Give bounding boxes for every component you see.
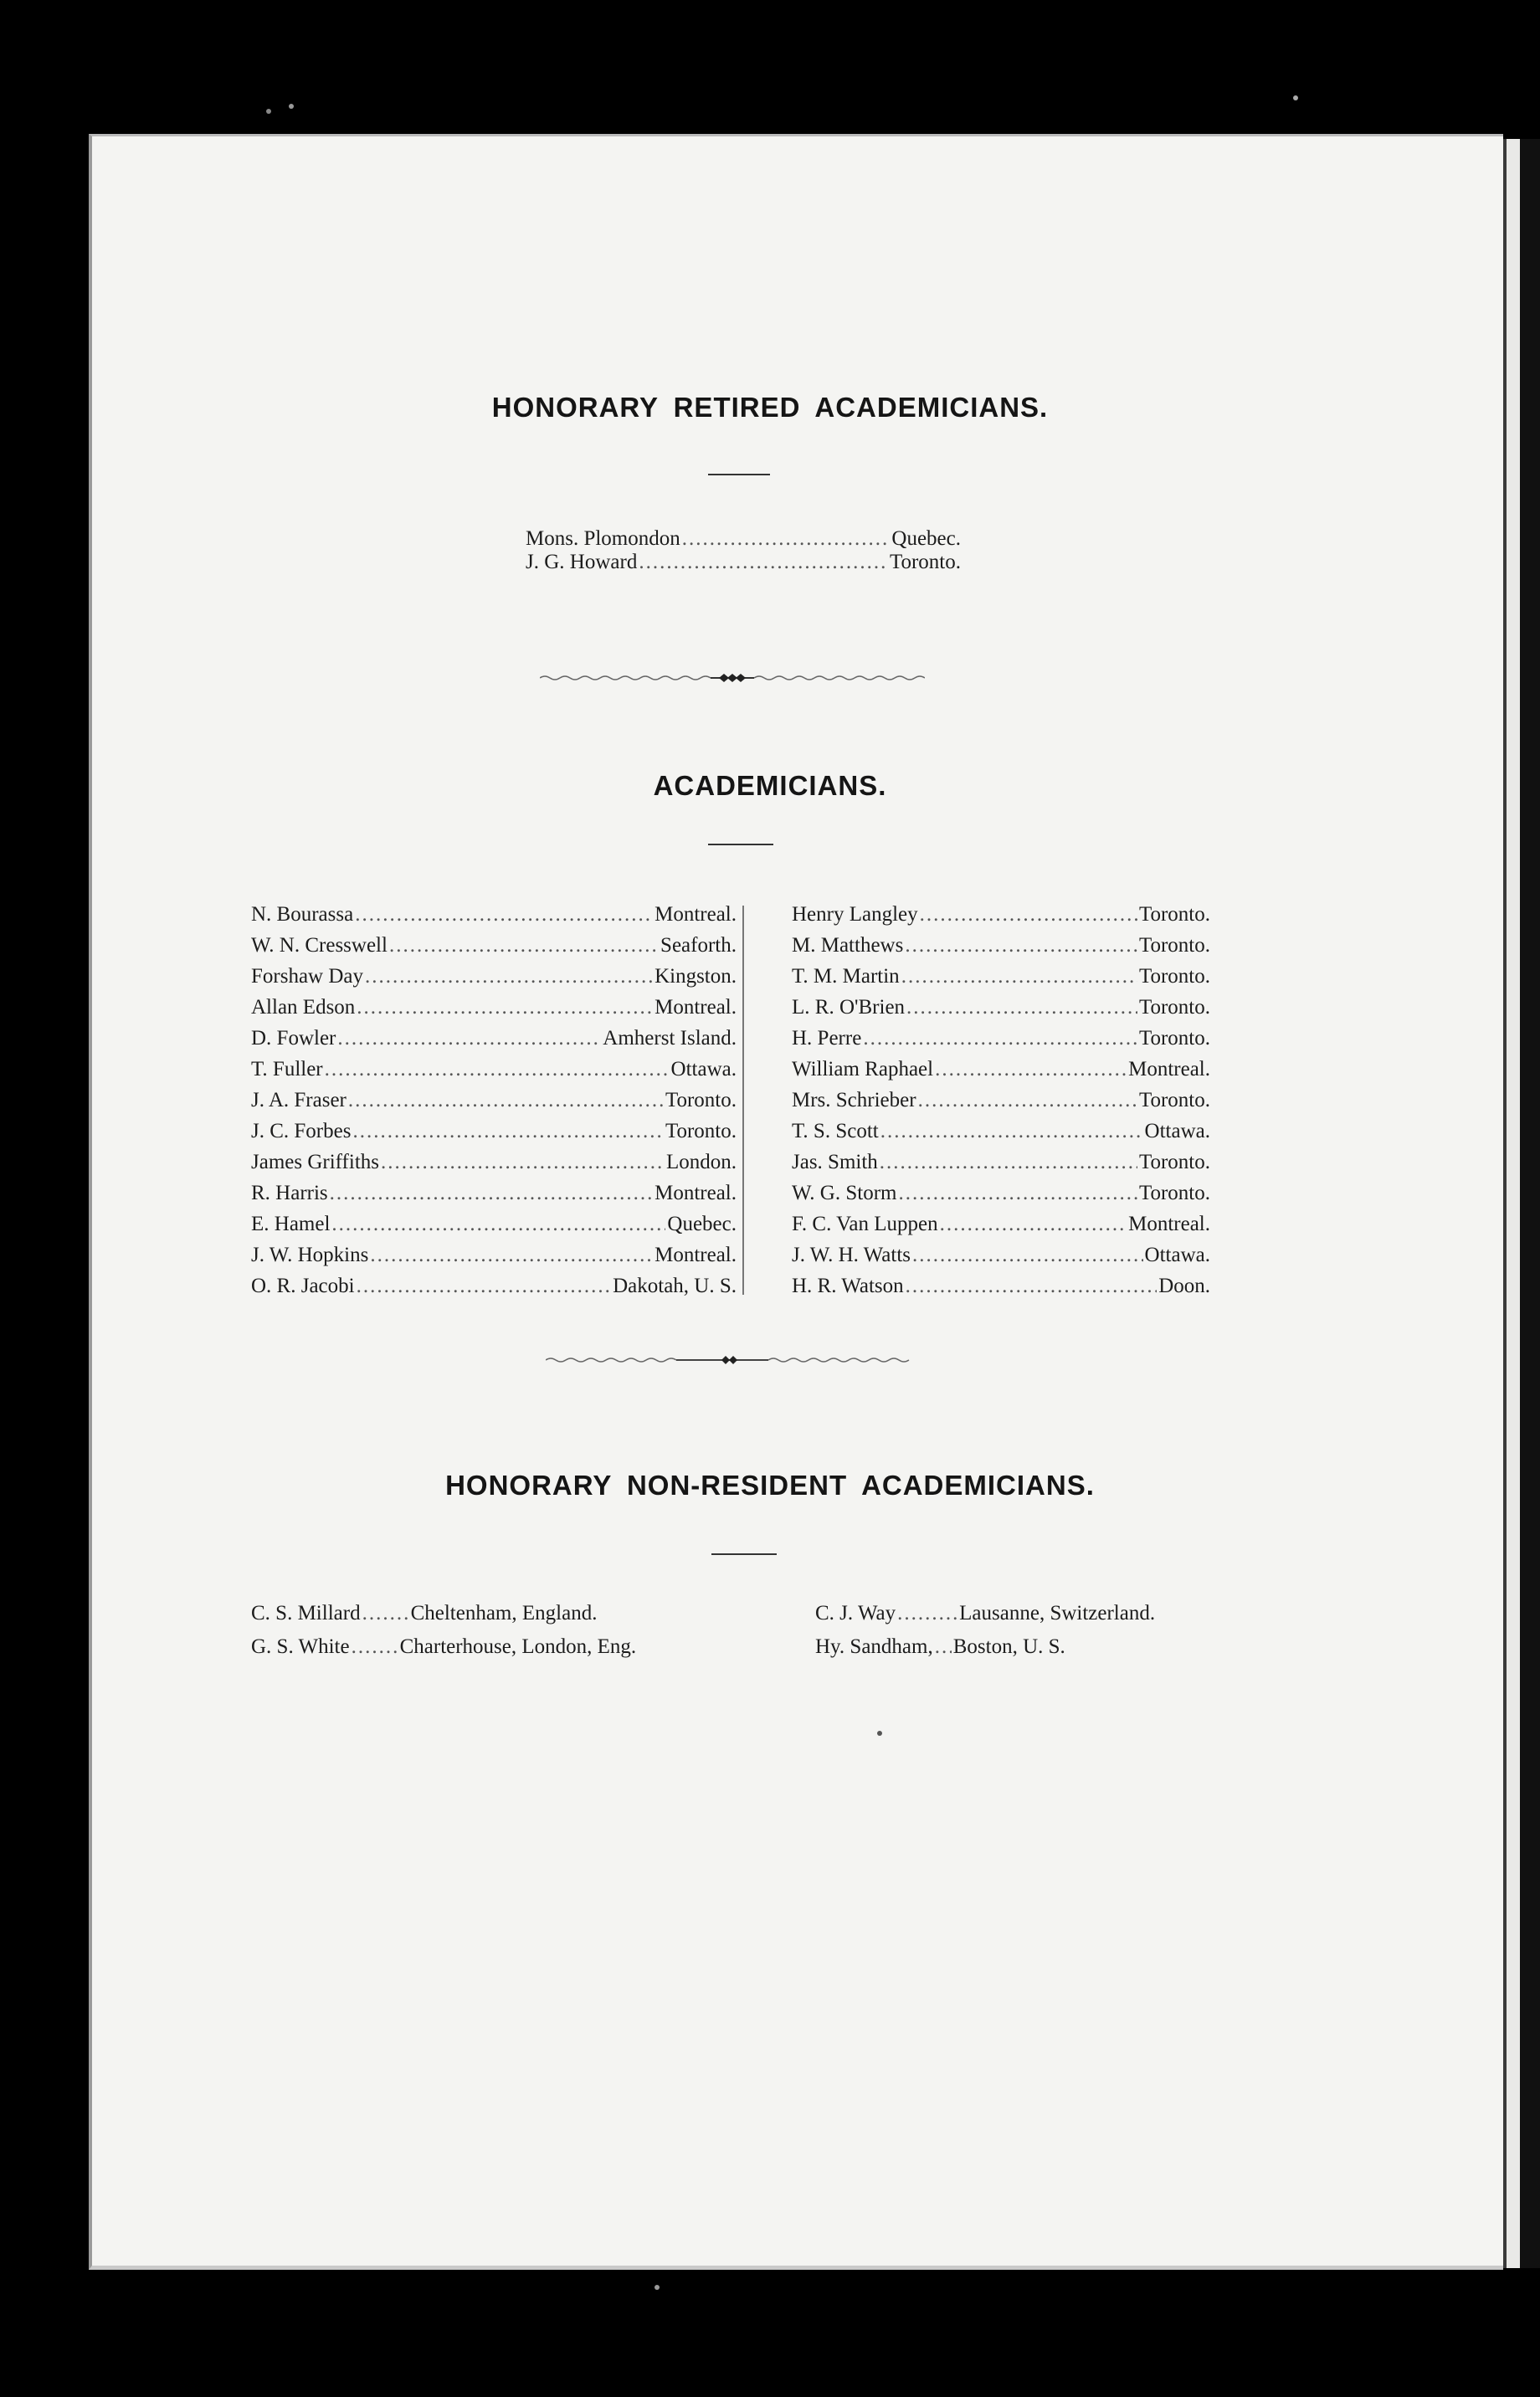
member-place: Dakotah, U. S.: [613, 1275, 737, 1297]
list-item: [792, 1085, 1210, 1116]
member-name: C. J. Way: [815, 1602, 896, 1625]
member-name: G. S. White: [251, 1635, 350, 1658]
member-name: L. R. O'Brien: [792, 996, 906, 1019]
member-name: H. Perre: [792, 1027, 862, 1050]
academicians-rule: [708, 844, 773, 845]
list-item: [792, 1116, 1210, 1147]
member-place: Toronto.: [1138, 1027, 1210, 1050]
member-name: O. R. Jacobi: [251, 1275, 355, 1297]
dot-leader: [897, 1597, 957, 1630]
list-item: [526, 527, 961, 551]
list-item: [251, 992, 737, 1023]
list-item: [815, 1597, 1250, 1630]
dot-leader: [381, 1147, 665, 1178]
retired-rule: [708, 474, 770, 475]
list-item: [792, 1147, 1210, 1178]
member-name: Jas. Smith: [792, 1151, 878, 1173]
academicians-heading: ACADEMICIANS.: [653, 770, 887, 801]
member-name: Mons. Plomondon: [526, 527, 680, 550]
dot-leader: [357, 1270, 611, 1301]
list-item: [251, 899, 737, 930]
non-resident-right-list: [815, 1597, 1250, 1664]
member-name: J. W. H. Watts: [792, 1244, 911, 1266]
list-item: [792, 930, 1210, 961]
member-place: Toronto.: [1138, 965, 1210, 988]
member-name: N. Bourassa: [251, 903, 354, 926]
list-item: [251, 1240, 737, 1270]
member-place: Doon.: [1158, 1275, 1210, 1297]
dot-leader: [325, 1054, 670, 1085]
non-resident-rule: [711, 1553, 777, 1555]
list-item: [251, 1270, 737, 1301]
member-place: Ottawa.: [1144, 1244, 1210, 1266]
member-name: J. C. Forbes: [251, 1120, 352, 1142]
dot-leader: [389, 930, 659, 961]
member-name: T. S. Scott: [792, 1120, 879, 1142]
member-place: Ottawa.: [1144, 1120, 1210, 1142]
list-item: [251, 1178, 737, 1209]
member-place: Ottawa.: [670, 1058, 737, 1080]
list-item: [792, 1178, 1210, 1209]
member-place: Quebec.: [667, 1213, 737, 1235]
dot-leader: [331, 1209, 665, 1240]
member-name: J. A. Fraser: [251, 1089, 346, 1111]
dot-leader: [355, 899, 653, 930]
dot-leader: [337, 1023, 601, 1054]
member-place: Amherst Island.: [603, 1027, 737, 1050]
dot-leader: [362, 1597, 409, 1630]
member-place: London.: [665, 1151, 737, 1173]
member-place: Montreal.: [1128, 1213, 1210, 1235]
member-name: W. N. Cresswell: [251, 934, 388, 957]
scan-background-edge: [1520, 139, 1540, 2268]
member-place: Kingston.: [654, 965, 737, 988]
member-name: W. G. Storm: [792, 1182, 897, 1204]
member-place: Seaforth.: [660, 934, 737, 957]
dot-leader: [935, 1054, 1127, 1085]
list-item: [792, 992, 1210, 1023]
member-name: C. S. Millard: [251, 1602, 361, 1625]
member-place: Boston, U. S.: [952, 1635, 1065, 1658]
list-item: [815, 1630, 1250, 1664]
dot-leader: [365, 961, 653, 992]
dot-leader: [912, 1240, 1143, 1270]
academicians-left-list: [251, 899, 737, 1301]
dot-leader: [880, 1116, 1143, 1147]
member-name: J. W. Hopkins: [251, 1244, 369, 1266]
member-name: William Raphael: [792, 1058, 934, 1080]
scan-speck: [1293, 95, 1298, 100]
dot-leader: [901, 961, 1137, 992]
member-place: Quebec.: [891, 527, 961, 550]
dot-leader: [330, 1178, 653, 1209]
non-resident-heading: HONORARY NON-RESIDENT ACADEMICIANS.: [445, 1470, 1095, 1501]
member-place: Toronto.: [1138, 903, 1210, 926]
dot-leader: [906, 1270, 1158, 1301]
retired-heading: HONORARY RETIRED ACADEMICIANS.: [491, 392, 1049, 423]
list-item: [251, 1597, 670, 1630]
member-name: D. Fowler: [251, 1027, 336, 1050]
dot-leader: [935, 1630, 952, 1664]
list-item: [251, 1085, 737, 1116]
list-item: [251, 1147, 737, 1178]
scan-speck: [877, 1731, 882, 1736]
member-place: Toronto.: [889, 551, 961, 573]
member-name: Allan Edson: [251, 996, 356, 1019]
list-item: [792, 899, 1210, 930]
list-item: [251, 961, 737, 992]
member-place: Toronto.: [1138, 1089, 1210, 1111]
list-item: [251, 930, 737, 961]
member-place: Montreal.: [654, 903, 737, 926]
list-item: [251, 1630, 737, 1664]
member-name: James Griffiths: [251, 1151, 379, 1173]
dot-leader: [357, 992, 653, 1023]
scan-speck: [266, 109, 271, 114]
member-place: Toronto.: [1138, 1182, 1210, 1204]
scan-speck: [289, 104, 294, 109]
member-name: Mrs. Schrieber: [792, 1089, 916, 1111]
list-item: [251, 1116, 737, 1147]
list-item: [526, 551, 961, 574]
member-name: Forshaw Day: [251, 965, 364, 988]
list-item: [792, 961, 1210, 992]
member-name: M. Matthews: [792, 934, 904, 957]
member-name: E. Hamel: [251, 1213, 331, 1235]
dot-leader: [880, 1147, 1137, 1178]
member-name: T. M. Martin: [792, 965, 900, 988]
list-item: [792, 1023, 1210, 1054]
dot-leader: [863, 1023, 1137, 1054]
dot-leader: [906, 992, 1137, 1023]
member-place: Cheltenham, England.: [410, 1602, 598, 1625]
member-place: Toronto.: [665, 1089, 737, 1111]
list-item: [251, 1023, 737, 1054]
member-place: Montreal.: [654, 1182, 737, 1204]
academicians-right-list: [792, 899, 1210, 1301]
list-item: [251, 1054, 737, 1085]
dot-leader: [682, 527, 891, 551]
member-place: Toronto.: [665, 1120, 737, 1142]
member-place: Montreal.: [654, 996, 737, 1019]
retired-list: [526, 527, 961, 574]
member-place: Lausanne, Switzerland.: [959, 1602, 1156, 1625]
ornament-divider: [546, 1353, 914, 1367]
scan-speck: [654, 2285, 660, 2290]
dot-leader: [920, 899, 1137, 930]
dot-leader: [905, 930, 1137, 961]
ornament-divider: [540, 671, 925, 685]
dot-leader: [918, 1085, 1137, 1116]
member-place: Charterhouse, London, Eng.: [399, 1635, 637, 1658]
list-item: [792, 1209, 1210, 1240]
dot-leader: [898, 1178, 1137, 1209]
member-place: Montreal.: [1128, 1058, 1210, 1080]
member-name: T. Fuller: [251, 1058, 323, 1080]
member-place: Toronto.: [1138, 996, 1210, 1019]
list-item: [792, 1240, 1210, 1270]
dot-leader: [370, 1240, 653, 1270]
member-name: J. G. Howard: [526, 551, 638, 573]
member-name: R. Harris: [251, 1182, 328, 1204]
dot-leader: [639, 551, 888, 574]
column-divider: [742, 906, 744, 1295]
non-resident-left-list: [251, 1597, 737, 1664]
member-name: Henry Langley: [792, 903, 918, 926]
list-item: [792, 1054, 1210, 1085]
member-place: Toronto.: [1138, 1151, 1210, 1173]
member-place: Montreal.: [654, 1244, 737, 1266]
dot-leader: [352, 1630, 398, 1664]
list-item: [251, 1209, 737, 1240]
member-name: H. R. Watson: [792, 1275, 904, 1297]
member-place: Toronto.: [1138, 934, 1210, 957]
list-item: [792, 1270, 1210, 1301]
member-name: Hy. Sandham,: [815, 1635, 933, 1658]
dot-leader: [348, 1085, 664, 1116]
dot-leader: [352, 1116, 663, 1147]
member-name: F. C. Van Luppen: [792, 1213, 938, 1235]
facing-page-edge: [1503, 139, 1520, 2268]
dot-leader: [940, 1209, 1127, 1240]
